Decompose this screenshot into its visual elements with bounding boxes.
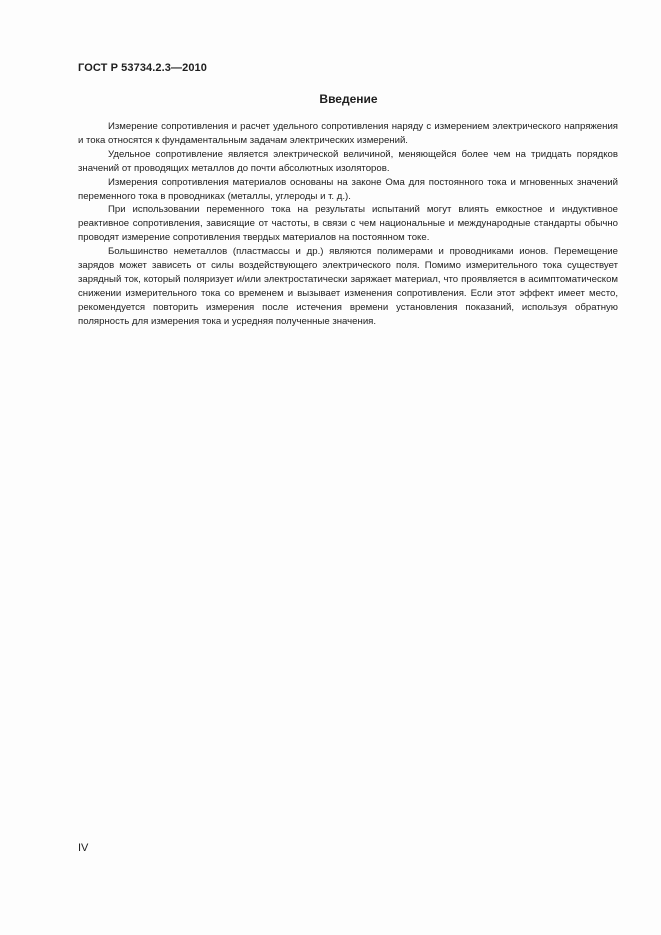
paragraph: Измерение сопротивления и расчет удельного сопротивления наряду с измерением электрического напряжения и тока относятся к фундаментальным задачам электрических измерений. [78,121,618,146]
paragraph: При использовании переменного тока на результаты испытаний могут влиять емкостное и индуктивное реактивное сопротивления, зависящие от частоты, в связи с чем национальные и международные стандарты обычно проводят измерение сопротивления твердых материалов на постоянном токе. [78,204,618,244]
document-header: ГОСТ Р 53734.2.3—2010 [78,62,207,74]
paragraph: Удельное сопротивление является электрической величиной, меняющейся более чем на тридцать порядков значений от проводящих металлов до почти абсолютных изоляторов. [78,148,618,174]
paragraph: Измерения сопротивления материалов основаны на законе Ома для постоянного тока и мгновенных значений переменного тока в проводниках (металлы, углероды и т. д.). [78,176,618,202]
section-title: Введение [319,92,378,106]
body-text [78,120,618,329]
paragraph: Большинство неметаллов (пластмассы и др.) являются полимерами и проводниками ионов. Перемещение зарядов может зависеть от силы воздействующего электрического поля. Помимо измерительного тока существует зарядный ток, который поляризует и/или электростатически заряжает материал, что проявляется в асимптоматическом снижении измерительного тока со временем и вызывает изменения сопротивления. Если этот эффект имеет место, рекомендуется повторить измерения после истечения времени установления показаний, используя обратную полярность для измерения тока и усредняя полученные значения. [78,246,618,327]
page-number: IV [78,842,89,854]
